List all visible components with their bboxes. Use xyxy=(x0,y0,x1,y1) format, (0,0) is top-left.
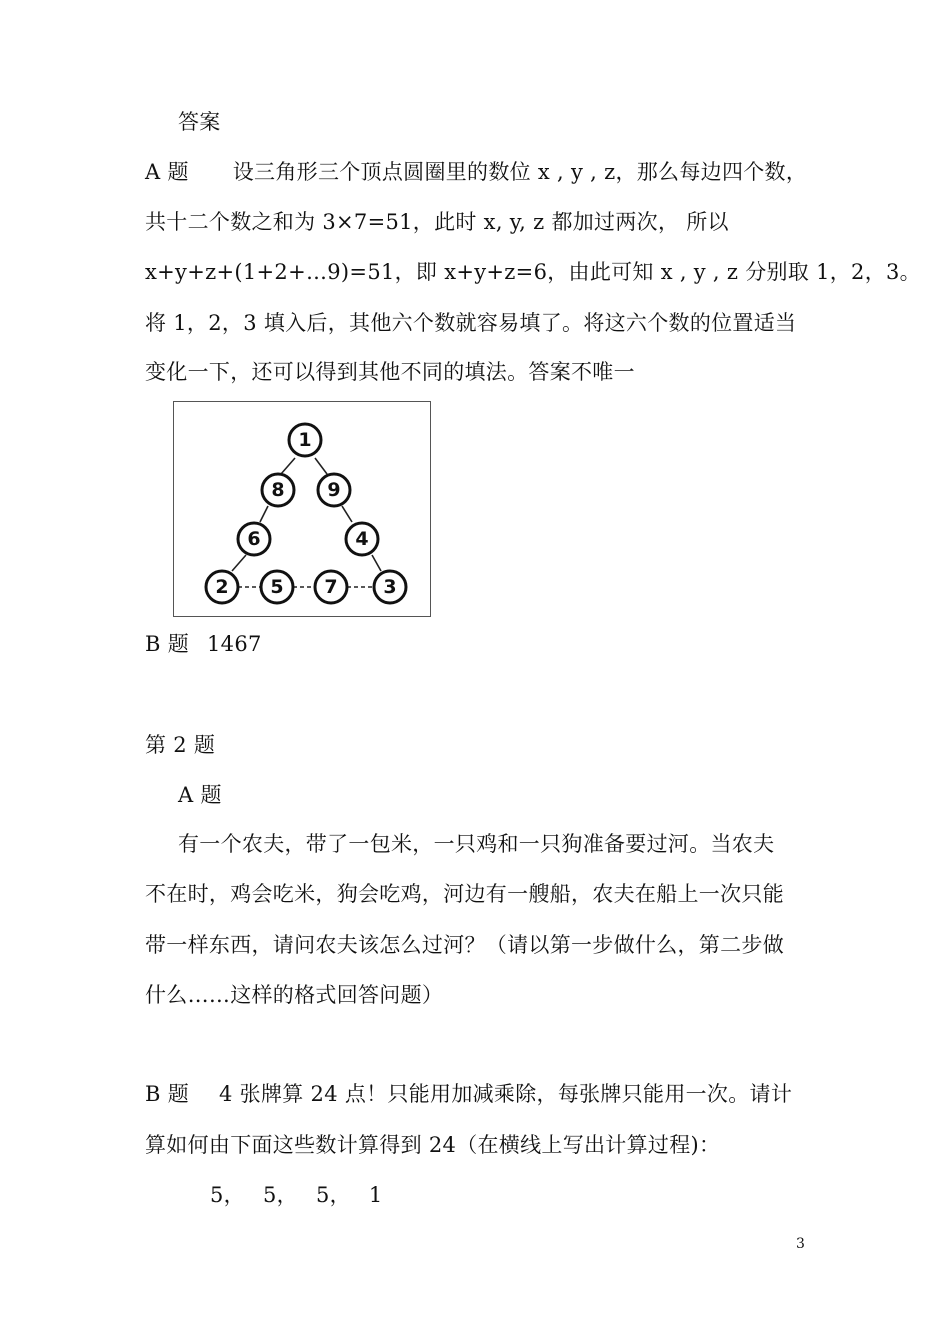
edge xyxy=(315,458,327,474)
node-bottom-mid-left xyxy=(261,571,293,603)
triangle-number-figure xyxy=(173,401,431,617)
number-item: 5， xyxy=(315,1183,351,1207)
number-item: 5， xyxy=(210,1183,245,1207)
node-left-upper xyxy=(262,474,294,506)
svg-text:4: 4 xyxy=(355,528,369,550)
number-item: 5， xyxy=(262,1183,298,1207)
question-2-b-line-0: 4 张牌算 24 点！只能用加减乘除，每张牌只能用一次。请计 xyxy=(219,1082,793,1106)
svg-text:6: 6 xyxy=(247,528,261,550)
triangle-diagram xyxy=(174,402,432,618)
question-2-b-first-line xyxy=(145,1080,792,1108)
number-item: 1 xyxy=(368,1183,383,1207)
question-2-title: 第 2 题 xyxy=(145,733,216,757)
answer-b-value: 1467 xyxy=(207,632,262,656)
edge xyxy=(342,506,352,522)
answer-a-line-1: 共十二个数之和为 3×7=51，此时 x, y, z 都加过两次， 所以 xyxy=(145,210,729,234)
svg-text:8: 8 xyxy=(271,479,285,501)
svg-text:5: 5 xyxy=(270,576,284,598)
node-left-lower xyxy=(238,523,270,555)
node-top xyxy=(289,424,321,456)
node-bottom-mid-right xyxy=(315,571,347,603)
answer-a-line-2: x+y+z+(1+2+…9)=51，即 x+y+z=6，由此可知 x , y , z 分别取 1，2，3。 xyxy=(145,260,921,284)
question-2-b-label: B 题 xyxy=(145,1082,190,1106)
question-2-a-line-2: 带一样东西，请问农夫该怎么过河？（请以第一步做什么，第二步做 xyxy=(145,933,784,957)
node-right-upper xyxy=(318,474,350,506)
svg-text:3: 3 xyxy=(383,576,397,598)
edge xyxy=(260,506,268,522)
question-2-b-line-1: 算如何由下面这些数计算得到 24（在横线上写出计算过程)： xyxy=(145,1133,721,1157)
answer-b-label: B 题 xyxy=(145,632,190,656)
answer-b-line xyxy=(145,630,262,658)
answer-a-first-line xyxy=(145,158,807,186)
edge xyxy=(232,555,246,571)
answer-a-line-4: 变化一下，还可以得到其他不同的填法。答案不唯一 xyxy=(145,360,635,384)
edge xyxy=(281,458,295,474)
number-set xyxy=(210,1181,383,1209)
answer-a-line-3: 将 1，2，3 填入后，其他六个数就容易填了。将这六个数的位置适当 xyxy=(145,311,797,335)
question-2-a-label: A 题 xyxy=(178,783,222,807)
svg-text:2: 2 xyxy=(215,576,229,598)
edge xyxy=(372,555,381,571)
node-right-lower xyxy=(346,523,378,555)
node-bottom-right xyxy=(374,571,406,603)
page-number: 3 xyxy=(796,1236,805,1252)
question-2-a-line-0: 有一个农夫，带了一包米，一只鸡和一只狗准备要过河。当农夫 xyxy=(178,832,775,856)
question-2-a-line-3: 什么……这样的格式回答问题） xyxy=(145,983,444,1007)
svg-text:9: 9 xyxy=(327,479,341,501)
answer-heading: 答案 xyxy=(178,110,221,134)
answer-a-line-0: 设三角形三个顶点圆圈里的数位 x , y , z，那么每边四个数， xyxy=(232,160,808,184)
node-bottom-left xyxy=(206,571,238,603)
svg-text:1: 1 xyxy=(298,429,312,451)
question-2-a-line-1: 不在时，鸡会吃米，狗会吃鸡，河边有一艘船，农夫在船上一次只能 xyxy=(145,882,784,906)
svg-text:7: 7 xyxy=(324,576,338,598)
answer-a-label: A 题 xyxy=(145,160,189,184)
